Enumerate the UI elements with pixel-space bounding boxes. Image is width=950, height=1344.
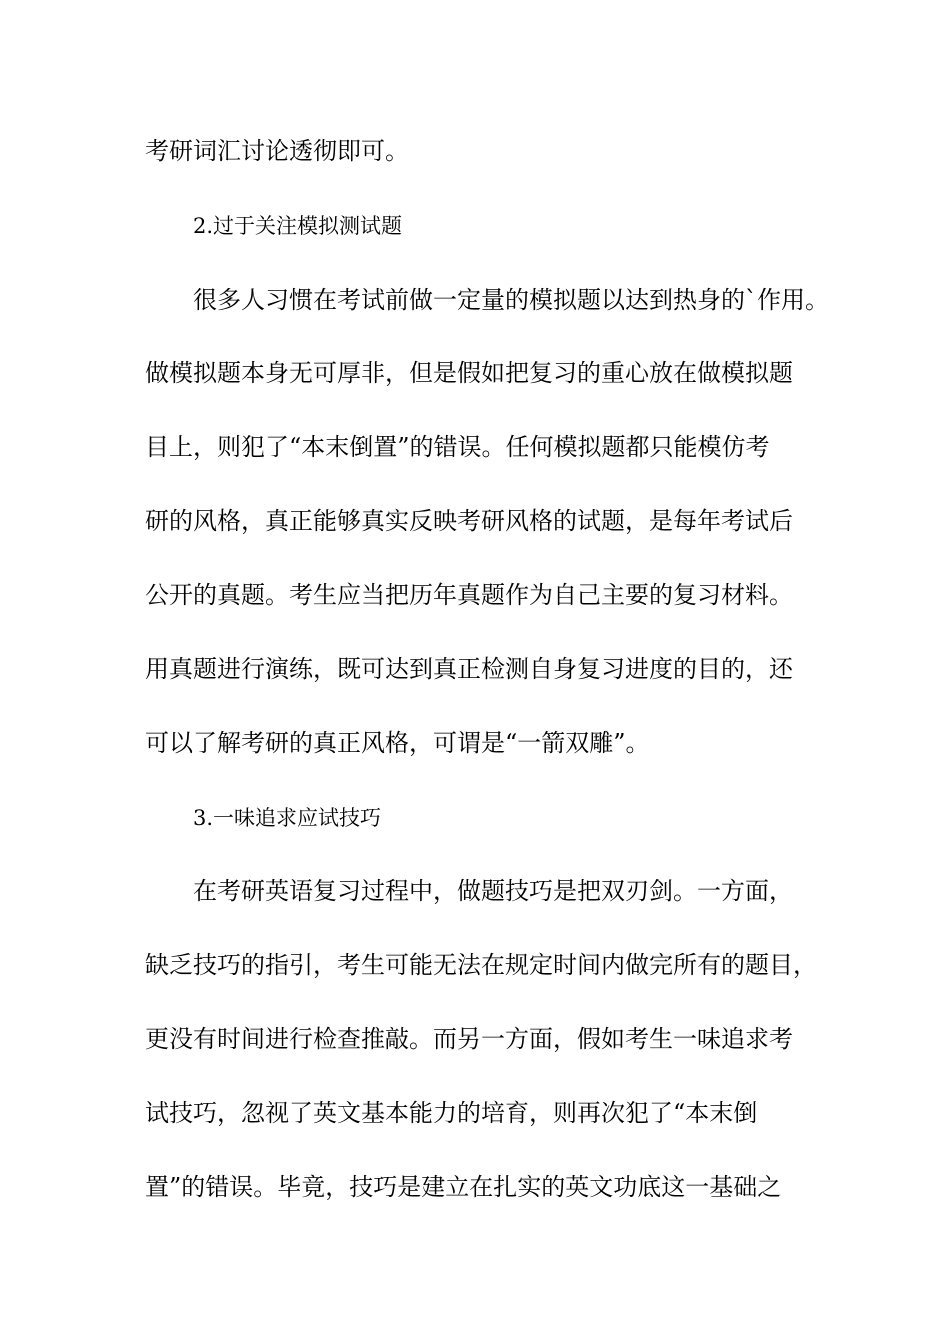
paragraph-line: 在考研英语复习过程中，做题技巧是把双刃剑。一方面， [193, 877, 793, 905]
section-heading-2: 2.过于关注模拟测试题 [193, 214, 403, 238]
section-heading-3: 3.一味追求应试技巧 [193, 806, 382, 830]
paragraph-line: 可以了解考研的真正风格，可谓是“一箭双雕”。 [145, 729, 650, 757]
paragraph-line: 目上，则犯了“本末倒置”的错误。任何模拟题都只能模仿考 [145, 433, 770, 461]
paragraph-line: 试技巧，忽视了英文基本能力的培育，则再次犯了“本末倒 [145, 1099, 758, 1127]
paragraph-line: 用真题进行演练，既可达到真正检测自身复习进度的目的，还 [145, 655, 793, 683]
paragraph-line: 做模拟题本身无可厚非，但是假如把复习的重心放在做模拟题 [145, 359, 793, 387]
paragraph-line: 研的风格，真正能够真实反映考研风格的试题，是每年考试后 [145, 507, 793, 535]
paragraph-line: 置”的错误。毕竟，技巧是建立在扎实的英文功底这一基础之 [145, 1173, 782, 1201]
paragraph-line: 缺乏技巧的指引，考生可能无法在规定时间内做完所有的题目， [145, 951, 817, 979]
paragraph-line: 公开的真题。考生应当把历年真题作为自己主要的复习材料。 [145, 581, 793, 609]
paragraph-line: 很多人习惯在考试前做一定量的模拟题以达到热身的`作用。 [193, 286, 829, 314]
paragraph-line: 更没有时间进行检查推敲。而另一方面，假如考生一味追求考 [145, 1025, 793, 1053]
paragraph-line: 考研词汇讨论透彻即可。 [145, 137, 409, 165]
